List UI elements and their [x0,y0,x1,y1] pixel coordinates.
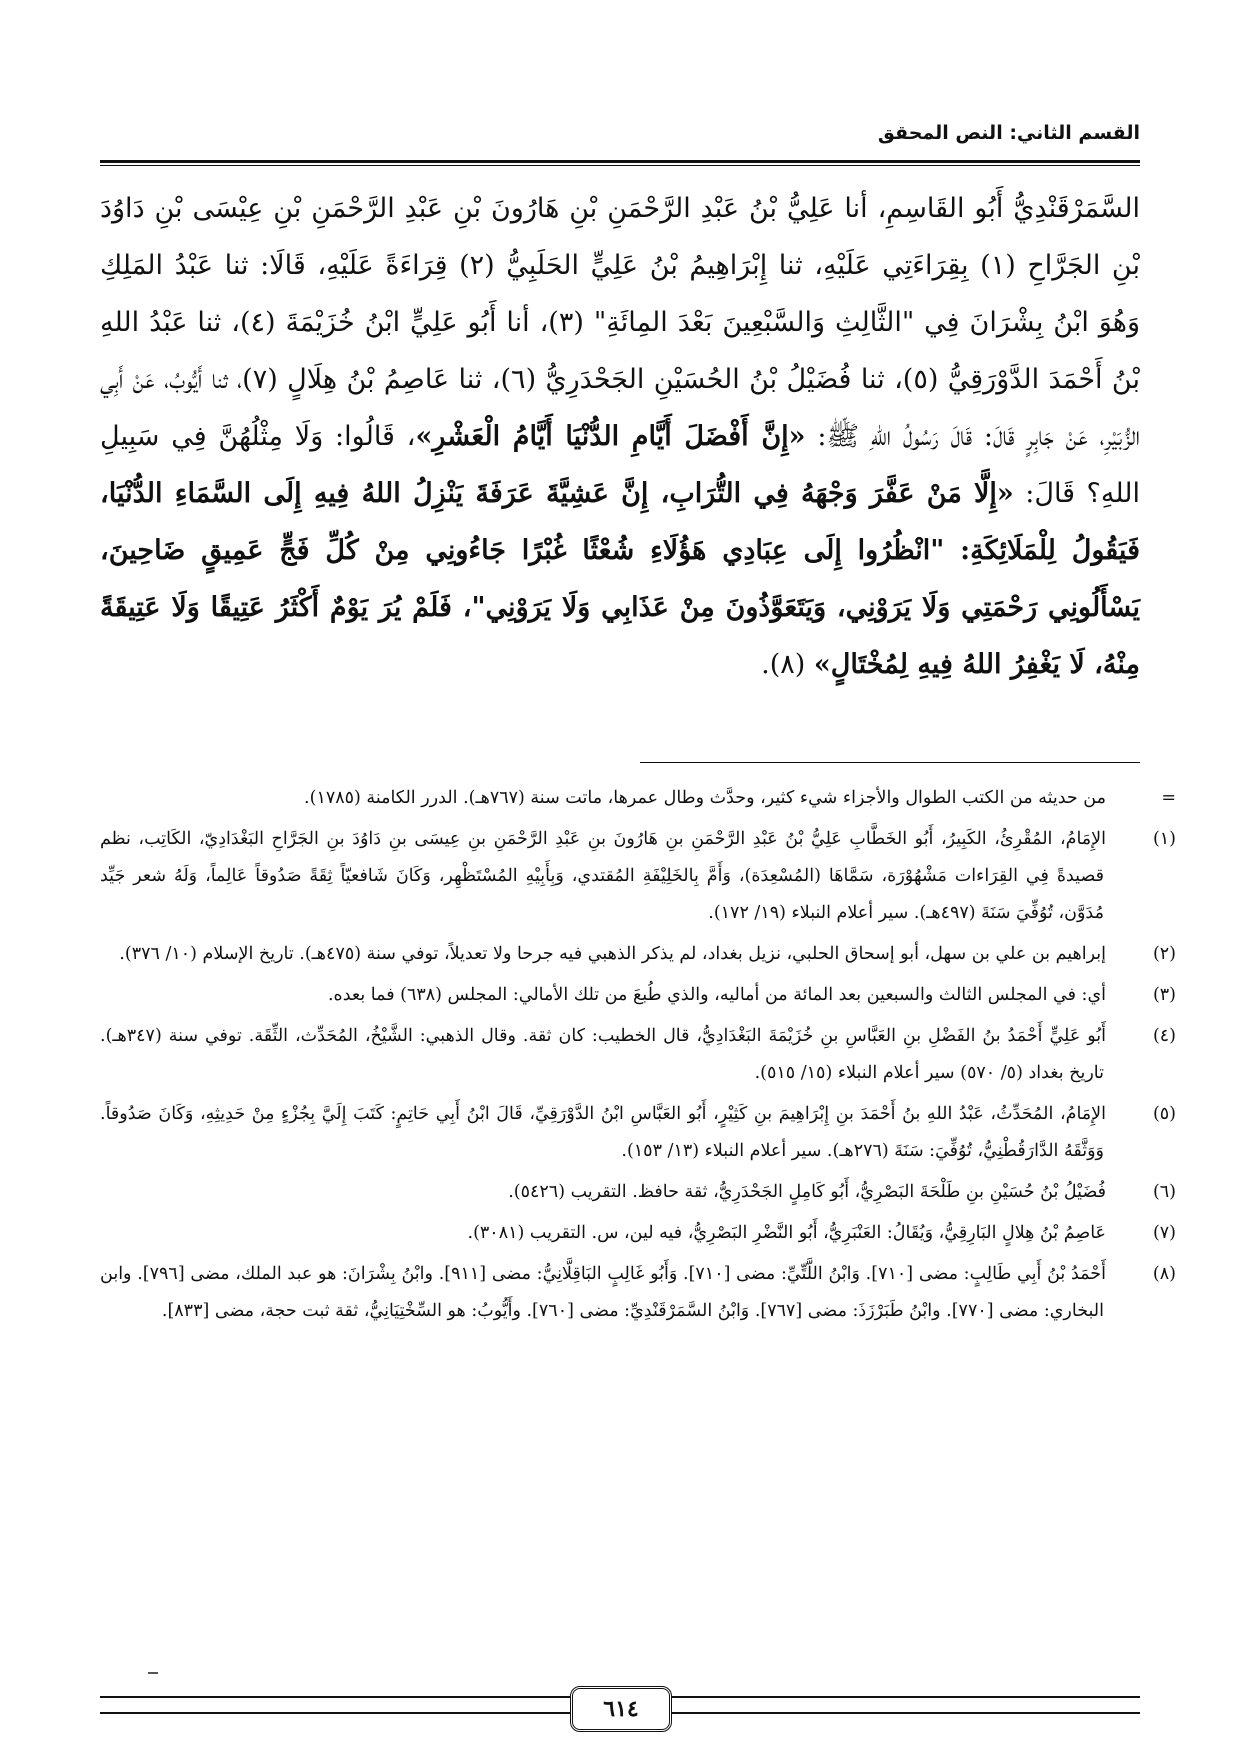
footnote-number: (٣) [1152,985,1176,1005]
footnote-3 [100,977,1176,1014]
isnad-line-1: السَّمَرْقَنْدِيُّ أَبُو القَاسِمِ، أنا عَلِيُّ بْنُ عَبْدِ الرَّحْمَنِ بْنِ هَارُونَ بْنِ عَبْدِ الرَّحْمَنِ بْنِ عِيْسَى بْنِ دَاوُدَ [100,193,1140,224]
running-header [100,122,1140,144]
footnote-text: عَاصِمُ بْنُ هِلالٍ البَارِقِيُّ، وَيُقَالُ: العَنْبَرِيُّ، أَبُو النَّضْرِ البَصْرِيُّ، فيه لين، س. التقريب (٣٠٨١). [467,1223,1106,1243]
footnote-4 [100,1018,1176,1092]
isnad-paragraph [100,180,1140,693]
footer-rule-left-2 [100,1712,570,1714]
footnote-7 [100,1215,1176,1252]
section-title: القسم الثاني: النص المحقق [877,122,1140,144]
page-number-text: ٦١٤ [603,1696,639,1722]
hadith-footnote-ref: (٨). [761,649,814,680]
hadith-text-2: «إِلَّا مَنْ عَفَّرَ وَجْهَهُ فِي التُّرَابِ، إِنَّ عَشِيَّةَ عَرَفَةَ يَنْزِلُ اللهُ فِيهِ إِلَى السَّمَاءِ الدُّنْيَا، فَيَقُولُ لِلْمَلَائِكَةِ: "انْظُرُوا إِلَى عِبَادِي هَؤُلَاءِ شُعْثًا غُبْرًا جَاءُونِي مِنْ كُلِّ فَجٍّ عَمِيقٍ ضَاحِينَ، يَسْأَلُونِي رَحْمَتِي وَلَا يَرَوْنِي، وَيَتَعَوَّذُونَ مِنْ عَذَابِي وَلَا يَرَوْنِي"، فَلَمْ يُرَ يَوْمٌ أَكْثَرُ عَتِيقًا وَلَا عَتِيقَةً مِنْهُ، لَا يَغْفِرُ اللهُ فِيهِ لِمُخْتَالٍ» [100,478,1140,680]
footnote-text: الإِمَامُ، المُحَدِّثُ، عَبْدُ اللهِ بنُ أَحْمَدَ بنِ إِبْرَاهِيمَ بنِ كَثِيْرٍ، أَبُو العَبَّاسِ ابْنُ الدَّوْرَقِيِّ، قَالَ ابْنُ أَبِي حَاتِمٍ: كَتَبَ إِلَيَّ بِجُزْءٍ مِنْ حَدِيثِهِ، وَكَانَ صَدُوقاً. وَوَثَّقَهُ الدَّارَقُطْنِيُّ، تُوُفِّيَ: سَنَةَ (٢٧٦هـ). سير أعلام النبلاء (١٣/ ١٥٣). [100,1104,1106,1161]
footer-rule-right [670,1696,1140,1698]
isnad-line-3: وَهُوَ ابْنُ بِشْرَانَ فِي "الثَّالِثِ وَالسَّبْعِينَ بَعْدَ المِائَةِ" (٣)، أنا أَبُو عَلِيٍّ ابْنُ خُزَيْمَةَ (٤)، ثنا عَبْدُ اللهِ بْنُ [100,307,1140,395]
footnote-number: (٦) [1152,1182,1176,1202]
footnote-number: (٨) [1152,1264,1176,1284]
header-rule [100,160,1140,166]
footer-rule-left [100,1696,570,1698]
footnote-text: من حديثه من الكتب الطوال والأجزاء شيء كثير، وحدَّث وطال عمرها، ماتت سنة (٧٦٧هـ). الدرر الكامنة (١٧٨٥). [304,788,1106,808]
footnote-number: (٧) [1152,1223,1176,1243]
isnad-line-2: بْنِ الجَرَّاحِ (١) بِقِرَاءَتِي عَلَيْهِ، ثنا إِبْرَاهِيمُ بْنُ عَلِيٍّ الحَلَبِيُّ (٢) قِرَاءَةً عَلَيْهِ، قَالَا: ثنا عَبْدُ المَلِكِ [100,250,1140,281]
footer-rule-right-2 [670,1712,1140,1714]
footnote-1 [100,821,1176,932]
footnote-number: (٥) [1152,1104,1176,1124]
footnote-number: (١) [1152,829,1176,849]
footnote-text: إبراهيم بن علي بن سهل، أبو إسحاق الحلبي، نزيل بغداد، لم يذكر الذهبي فيه جرحا ولا تعديلاً، توفي سنة (٤٧٥هـ). تاريخ الإسلام (١٠/ ٣٧٦). [119,944,1106,964]
footnote-separator [640,762,1140,763]
footnote-2 [100,936,1176,973]
main-text [100,180,1140,693]
footnotes [100,780,1176,1334]
footnote-number: = [1161,788,1176,808]
footnote-text: أي: في المجلس الثالث والسبعين بعد المائة من أماليه، والذي طُبعَ من تلك الأمالي: المجلس (٦٣٨) فما بعده. [327,985,1106,1005]
footnote-number: (٤) [1152,1026,1176,1046]
continuation-dash [148,1672,158,1674]
footnote-text: أَبُو عَلِيٍّ أَحْمَدُ بنُ الفَضْلِ بنِ العَبَّاسِ بنِ خُزَيْمَةَ البَغْدَادِيُّ، قال الخطيب: كان ثقة. وقال الذهبي: الشَّيْخُ، المُحَدِّث، الثِّقَة. توفي سنة (٣٤٧هـ). تاريخ بغداد (٥/ ٥٧٠) سير أعلام النبلاء (١٥/ ٥١٥). [100,1026,1106,1083]
footnote-6 [100,1174,1176,1211]
isnad-line-4: أَحْمَدَ الدَّوْرَقِيُّ (٥)، ثنا فُضَيْلُ بْنُ الحُسَيْنِ الجَحْدَرِيُّ (٦)، ثنا عَاصِمُ بْنُ هِلَالٍ (٧)، ثنا أَيُّوبُ، [164,364,1103,395]
hadith-question: ، قَالُوا: وَلَا مِثْلُهُنَّ فِي سَبِيلِ اللهِ؟ قَالَ: [100,421,1140,509]
footnote-number: (٢) [1152,944,1176,964]
footnote-8 [100,1256,1176,1330]
footnote-5 [100,1096,1176,1170]
footnote-text: فُضَيْلُ بْنُ حُسَيْنِ بنِ طَلْحَةَ البَصْرِيُّ، أَبُو كَامِلٍ الجَحْدَرِيُّ، ثقة حافظ. التقريب (٥٤٢٦). [508,1182,1106,1202]
footnote-text: الإِمَامُ، المُقْرِئُ، الكَبِيرُ، أَبُو الخَطَّابِ عَلِيُّ بْنُ عَبْدِ الرَّحْمَنِ بنِ هَارُونَ بنِ عَبْدِ الرَّحْمَنِ بنِ عِيسَى بنِ دَاوُدَ بنِ الجَرَّاحِ البَغْدَادِيّ، الكَاتِب، نظم قصيدةً فِي القِرَاءات مَشْهُوْرَة، سَمَّاهَا (المُسْعِدَة)، وَأَمَّ بِالخَلِيْفَةِ المُقتدي، وَبِأَبِيْهِ المُسْتَظْهِر، وَكَانَ شَافعيّاً ثِقَةً صَدُوقاً عَالِماً، وَلَهُ شعر جَيِّد مُدَوَّن، تُوُفِّيَ سَنَةَ (٤٩٧هـ). سير أعلام النبلاء (١٩/ ١٧٢). [100,829,1106,923]
footnote-text: أَحْمَدُ بْنُ أَبِي طَالِبٍ: مضى [٧١٠]. وَابْنُ اللَّتِّيِّ: مضى [٧١٠]. وَأَبُو غَالِبٍ البَاقِلَّانِيُّ: مضى [٩١١]. وابْنُ بِشْرَانَ: هو عبد الملك، مضى [٧٩٦]. وابن البخاري: مضى [٧٧٠]. وابْنُ طَبَرْزَذَ: مضى [٧٦٧]. وَابْنُ السَّمَرْقَنْدِيِّ: مضى [٧٦٠]. وأَيُّوبُ: هو السِّخْتِيَانِيُّ، ثقة ثبت حجة، مضى [٨٣٣]. [100,1264,1106,1321]
footnote-continuation [100,780,1176,817]
hadith-text-1: «إِنَّ أَفْضَلَ أَيَّامِ الدُّنْيَا أَيَّامُ الْعَشْرِ» [415,421,806,452]
page-number [570,1686,672,1732]
hadith-intro: عَنْ أَبِي الزُّبَيْرِ، عَنْ جَابِرٍ قَالَ: قَالَ رَسُولُ اللهِ ﷺ: [100,364,1141,452]
